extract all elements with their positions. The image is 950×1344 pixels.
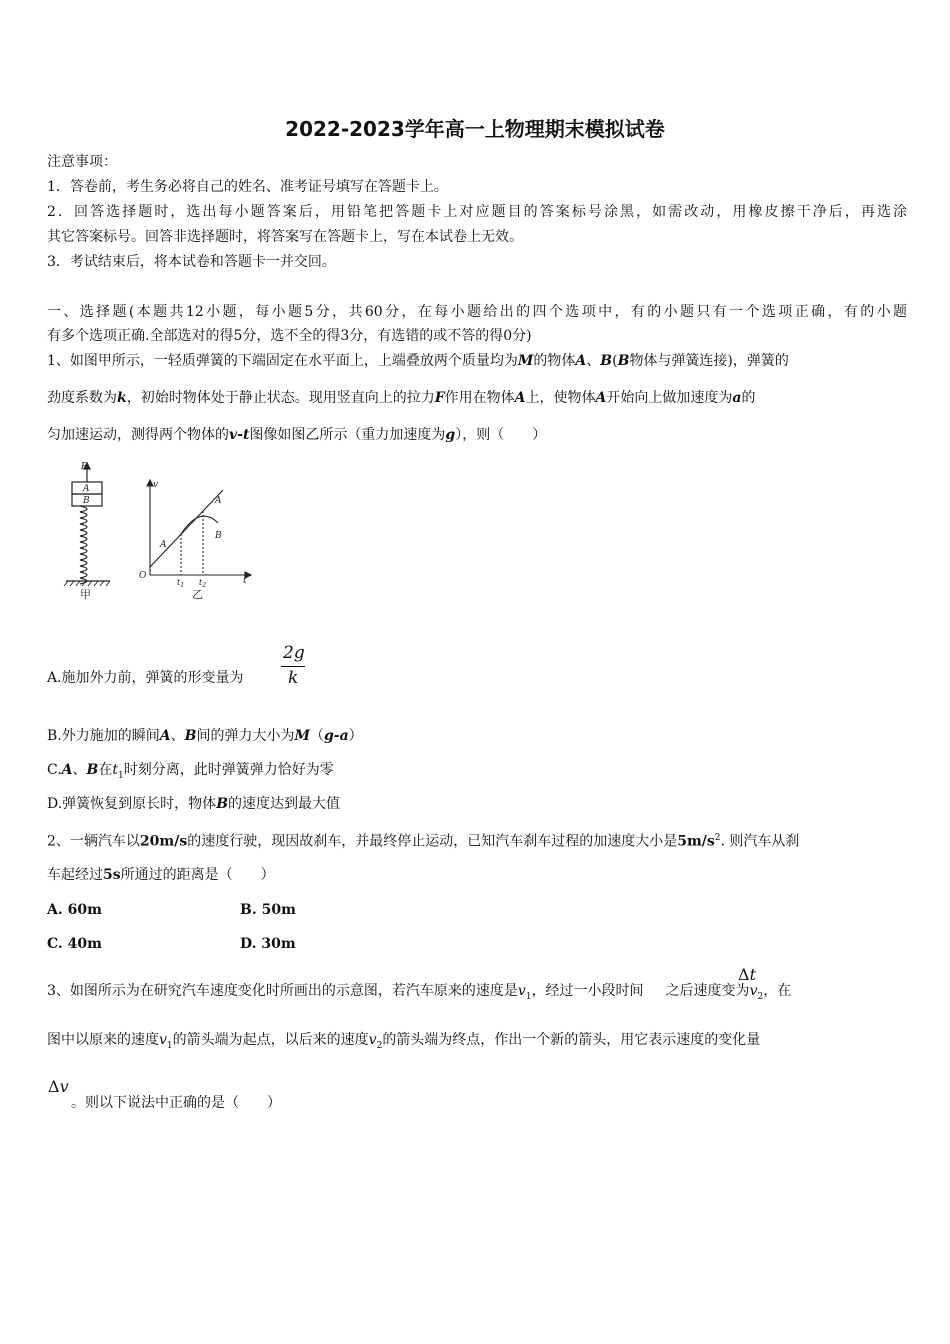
q3-line1: 3、如图所示为在研究汽车速度变化时所画出的示意图，若汽车原来的速度是$v_1$，经过一小段时间 之后速度变为$v_2$，在 [47, 983, 792, 1002]
label-block-a: A [83, 484, 90, 494]
page-title: 2022-2023学年高一上物理期末模拟试卷 [285, 117, 665, 141]
notice-item-2: 2．回答选择题时，选出每小题答案后，用铅笔把答题卡上对应题目的答案标号涂黑，如需改动，用橡皮擦干净后，再选涂 [47, 204, 907, 220]
q1-line2: 劲度系数为k，初始时物体处于静止状态。现用竖直向上的拉力F作用在物体A上，使物体A开始向上做加速度为a的 [47, 390, 756, 406]
notice-item-3: 3．考试结束后，将本试卷和答题卡一并交回。 [47, 254, 336, 270]
notice-heading: 注意事项： [47, 154, 117, 170]
vt-graph [147, 480, 251, 578]
q1-line3: 匀加速运动，测得两个物体的v-t图像如图乙所示（重力加速度为g），则（ ） [47, 427, 547, 443]
q3-delta-v: Δv [48, 1077, 69, 1096]
q1-option-c: C.A、B在$t_1$时刻分离，此时弹簧弹力恰好为零 [47, 762, 334, 781]
q1-option-d: D.弹簧恢复到原长时，物体B的速度达到最大值 [47, 796, 341, 812]
label-t2: $t_2$ [199, 578, 207, 589]
label-line-a-upper: A [215, 496, 222, 506]
section-heading-line2: 有多个选项正确.全部选对的得5分，选不全的得3分，有选错的或不答的得0分) [47, 328, 532, 344]
q3-delta-t: Δt [738, 965, 756, 984]
q2-line1: 2、一辆汽车以20m/s的速度行驶，现因故刹车，并最终停止运动，已知汽车刹车过程的加速度大小是$5m/s^2$. 则汽车从刹 [47, 833, 800, 850]
label-t: t [243, 576, 247, 586]
q3-line3: 。则以下说法中正确的是（ ） [71, 1095, 281, 1111]
label-curve-b: B [215, 531, 222, 541]
spring-diagram [64, 463, 110, 586]
q2-option-b: B. 50m [240, 902, 296, 918]
fraction-bar [281, 666, 305, 667]
spring-coil [80, 506, 87, 584]
q1-option-a: A.施加外力前，弹簧的形变量为 [47, 670, 244, 686]
label-force-f: F [81, 462, 88, 472]
q1-option-a-denominator: k [288, 668, 299, 688]
q2-line2: 车起经过5s所通过的距离是（ ） [47, 867, 275, 883]
line-a [150, 490, 223, 567]
label-jia: 甲 [80, 588, 91, 601]
q1-option-b: B.外力施加的瞬间A、B间的弹力大小为M（g-a） [47, 728, 363, 744]
q2-option-d: D. 30m [240, 936, 296, 952]
section-heading-line1: 一、选择题(本题共12小题，每小题5分，共60分，在每小题给出的四个选项中，有的小题只有一个选项正确，有的小题 [47, 304, 907, 320]
curve-b [181, 516, 218, 534]
label-line-a-lower: A [160, 540, 167, 550]
q1-figure [58, 455, 258, 605]
q1-line1: 1、如图甲所示，一轻质弹簧的下端固定在水平面上，上端叠放两个质量均为M的物体A、B(B物体与弹簧连接)，弹簧的 [47, 353, 789, 369]
notice-item-2-cont: 其它答案标号。回答非选择题时，将答案写在答题卡上，写在本试卷上无效。 [47, 229, 523, 245]
label-t1: $t_1$ [177, 578, 185, 589]
q2-option-c: C. 40m [47, 936, 102, 952]
label-v: v [153, 480, 159, 490]
label-yi: 乙 [192, 588, 203, 601]
q1-option-a-numerator: 2g [283, 643, 305, 663]
label-block-b: B [83, 496, 90, 506]
notice-item-1: 1．答卷前，考生务必将自己的姓名、准考证号填写在答题卡上。 [47, 179, 448, 195]
q2-option-a: A. 60m [47, 902, 102, 918]
label-origin: O [139, 571, 147, 581]
q3-line2: 图中以原来的速度$v_1$的箭头端为起点，以后来的速度$v_2$的箭头端为终点，作出一个新的箭头，用它表示速度的变化量 [47, 1032, 761, 1051]
